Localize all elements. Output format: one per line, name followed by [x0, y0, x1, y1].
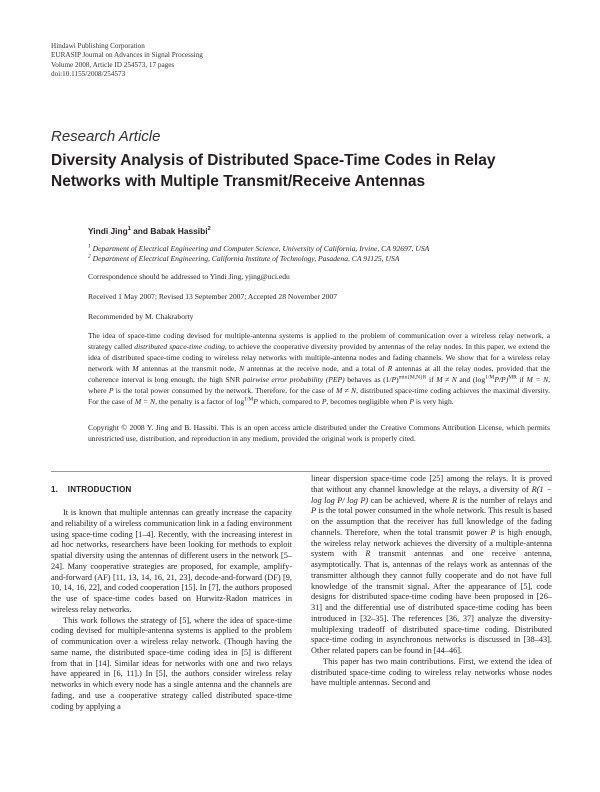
- received-dates: Received 1 May 2007; Revised 13 September 2007; Accepted 28 November 2007: [88, 292, 338, 301]
- affiliations: [88, 244, 550, 264]
- copyright-notice: Copyright © 2008 Y. Jing and B. Hassibi. This is an open access article distributed under the Creative Commons Attribution License, which permits unrestricted use, distribution, and reproduction in any medium, provided the original work is properly cited.: [88, 423, 550, 443]
- author-name: Yindi Jing: [88, 226, 128, 236]
- publication-info: [51, 42, 203, 80]
- journal-line: EURASIP Journal on Advances in Signal Processing: [51, 51, 203, 60]
- recommended-by: Recommended by M. Chakraborty: [88, 312, 194, 321]
- paper-title: Diversity Analysis of Distributed Space-Time Codes in Relay Networks with Multiple Transmit/Receive Antennas: [51, 152, 496, 190]
- author-list: [88, 226, 550, 236]
- paragraph: This work follows the strategy of [5], where the idea of space-time coding devised for multiple-antenna systems is applied to the problem of communication over a wireless relay network. (Though having the same name, the distributed space-time coding idea in [5] is different from that in [14]. Similar ideas for networks with one and two relays have appeared in [6, 11].) In [5], the authors consider wireless relay networks in which every node has a single antenna and the channels are fading, and use a cooperative strategy called distributed space-time coding by applying a: [51, 615, 292, 711]
- affil-marker: 1: [127, 226, 131, 233]
- article-type: Research Article: [51, 128, 161, 145]
- correspondence: Correspondence should be addressed to Yindi Jing, yjing@uci.edu: [88, 272, 290, 281]
- section-title: INTRODUCTION: [67, 485, 132, 494]
- paragraph: This paper has two main contributions. First, we extend the idea of distributed space-time coding to wireless relay networks whose nodes have multiple antennas. Second and: [311, 656, 552, 688]
- publisher-line: Hindawi Publishing Corporation: [51, 42, 145, 50]
- author-name: Babak Hassibi: [150, 226, 208, 236]
- abstract: The idea of space-time coding devised for multiple-antenna systems is applied to the problem of communication over a wireless relay network, a strategy called distributed space-time coding, to achieve the cooperative diversity provided by antennas of the relay nodes. In this paper, we extend the idea of distributed space-time coding to wireless relay networks with multiple-antenna nodes and fading channels. We show that for a wireless relay network with M antennas at the transmit node, N antennas at the receive node, and a total of R antennas at all the relay nodes, provided that the coherence interval is long enough, the high SNR pairwise error probability (PEP) behaves as $(1/P)^{min\{M,N\}R}$ if M ≠ N and $(\log^{1/M}P/P)^{MR}$ if M = N, where P is the total power consumed by the network. Therefore, for the case of M ≠ N, distributed space-time coding achieves the maximal diversity. For the case of M = N, the penalty is a factor of $\log^{1/M}P$ which, compared to P, becomes negligible when P is very high.: [88, 331, 551, 406]
- affiliation: $^2$ Department of Electrical Engineering, California Institute of Technology, Pasadena, CA 91125, USA: [88, 253, 400, 263]
- doi-line: doi:10.1155/2008/254573: [51, 70, 126, 79]
- section-number: 1.: [51, 485, 59, 494]
- section-heading: [51, 485, 132, 494]
- right-column: [311, 474, 552, 689]
- section-divider: [51, 471, 550, 472]
- affiliation: $^1$ Department of Electrical Engineering and Computer Science, University of California, Irvine, CA 92697, USA: [88, 243, 430, 253]
- left-column: [51, 508, 292, 712]
- paragraph: It is known that multiple antennas can greatly increase the capacity and reliability of a wireless communication link in a fading environment using space-time coding [1–4]. Recently, with the increasing interest in ad hoc networks, researchers have been looking for methods to exploit spatial diversity using the antennas of different users in the network [5–24]. Many cooperative strategies are proposed, for example, amplify-and-forward (AF) [11, 13, 14, 16, 21, 23], decode-and-forward (DF) [9, 10, 14, 16, 22], and coded cooperation [15]. In [7], the authors proposed the use of space-time codes based on Hurwitz-Radon matrices in wireless relay networks.: [51, 508, 292, 614]
- affil-marker: 2: [207, 226, 211, 233]
- paragraph: linear dispersion space-time code [25] among the relays. It is proved that without any channel knowledge at the relays, a diversity of R(1 − log log P/ log P) can be achieved, where R is the number of relays and P is the total power consumed in the whole network. This result is based on the assumption that the receiver has full knowledge of the fading channels. Therefore, when the total transmit power P is high enough, the wireless relay network achieves the diversity of a multiple-antenna system with R transmit antennas and one receive antenna, asymptotically. That is, antennas of the relays work as antennas of the transmitter although they cannot fully cooperate and do not have full knowledge of the transmit signal. After the appearance of [5], code designs for distributed space-time coding have been proposed in [26–31] and the differential use of distributed space-time coding has been introduced in [32–35]. The references [36, 37] analyze the diversity-multiplexing tradeoff of distributed space-time coding. Distributed space-time coding in asynchronous networks is discussed in [38–43]. Other related papers can be found in [44–46].: [311, 474, 552, 655]
- volume-line: Volume 2008, Article ID 254573, 17 pages: [51, 60, 175, 69]
- author-conjunction: and: [130, 226, 151, 236]
